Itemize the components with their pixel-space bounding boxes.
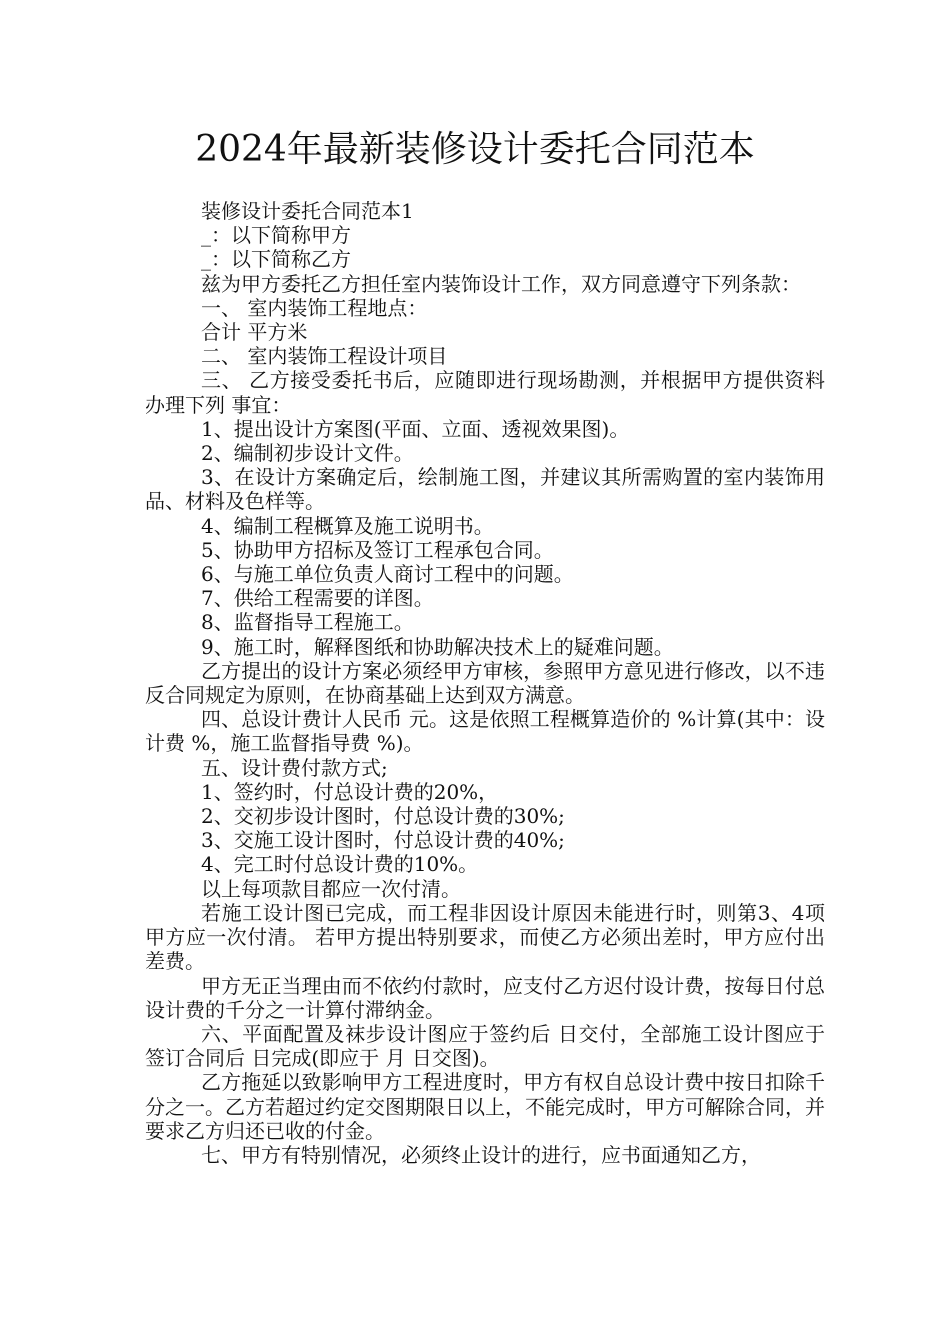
paragraph: 装修设计委托合同范本1 (201, 199, 414, 223)
paragraph: 合计 平方米 (201, 320, 308, 345)
paragraph: 甲方无正当理由而不依约付款时，应支付乙方迟付设计费，按每日付总设计费的千分之一计算付滞纳金。 (145, 973, 825, 1022)
paragraph: 一、 室内装饰工程地点： (201, 295, 428, 320)
paragraph: 若施工设计图已完成，而工程非因设计原因未能进行时，则第3、4项甲方应一次付清。 若甲方提出特别要求，而使乙方必须出差时，甲方应付出差费。 (145, 900, 825, 974)
paragraph: _：以下简称甲方 (201, 223, 351, 248)
paragraph: _：以下简称乙方 (201, 247, 351, 272)
paragraph: 1、提出设计方案图(平面、立面、透视效果图)。 (201, 416, 630, 441)
paragraph: 4、完工时付总设计费的10%。 (201, 852, 479, 877)
paragraph: 七、甲方有特别情况，必须终止设计的进行，应书面通知乙方， (201, 1142, 761, 1167)
paragraph: 8、监督指导工程施工。 (201, 610, 414, 635)
paragraph: 3、交施工设计图时，付总设计费的40%; (201, 828, 565, 853)
paragraph: 2、编制初步设计文件。 (201, 441, 414, 466)
paragraph: 5、协助甲方招标及签订工程承包合同。 (201, 537, 554, 562)
paragraph: 乙方提出的设计方案必须经甲方审核，参照甲方意见进行修改，以不违反合同规定为原则，在协商基础上达到双方满意。 (145, 658, 825, 708)
document-title: 2024年最新装修设计委托合同范本 (195, 129, 755, 170)
paragraph: 3、在设计方案确定后，绘制施工图，并建议其所需购置的室内装饰用品、材料及色样等。 (145, 465, 825, 514)
paragraph: 9、施工时，解释图纸和协助解决技术上的疑难问题。 (201, 634, 674, 659)
paragraph: 五、设计费付款方式; (201, 755, 388, 780)
paragraph: 六、平面配置及袜步设计图应于签约后 日交付，全部施工设计图应于签订合同后 日完成(即应于 月 日交图)。 (145, 1021, 825, 1071)
paragraph: 7、供给工程需要的详图。 (201, 586, 434, 611)
paragraph: 二、 室内装饰工程设计项目 (201, 344, 448, 369)
paragraph: 2、交初步设计图时，付总设计费的30%; (201, 804, 565, 829)
paragraph: 以上每项款目都应一次付清。 (201, 876, 461, 901)
paragraph: 4、编制工程概算及施工说明书。 (201, 513, 494, 538)
paragraph: 1、签约时，付总设计费的20%， (201, 779, 499, 804)
document-body (145, 199, 825, 1167)
paragraph: 三、 乙方接受委托书后，应随即进行现场勘测，并根据甲方提供资料办理下列 事宜： (145, 368, 825, 417)
paragraph: 四、总设计费计人民币 元。这是依照工程概算造价的 %计算(其中：设计费 %，施工监督指导费 %)。 (145, 707, 825, 756)
paragraph: 兹为甲方委托乙方担任室内装饰设计工作，双方同意遵守下列条款： (201, 271, 801, 296)
paragraph: 乙方拖延以致影响甲方工程进度时，甲方有权自总设计费中按日扣除千分之一。乙方若超过约定交图期限日以上，不能完成时，甲方可解除合同，并要求乙方归还已收的付金。 (145, 1070, 825, 1143)
paragraph: 6、与施工单位负责人商讨工程中的问题。 (201, 562, 574, 587)
